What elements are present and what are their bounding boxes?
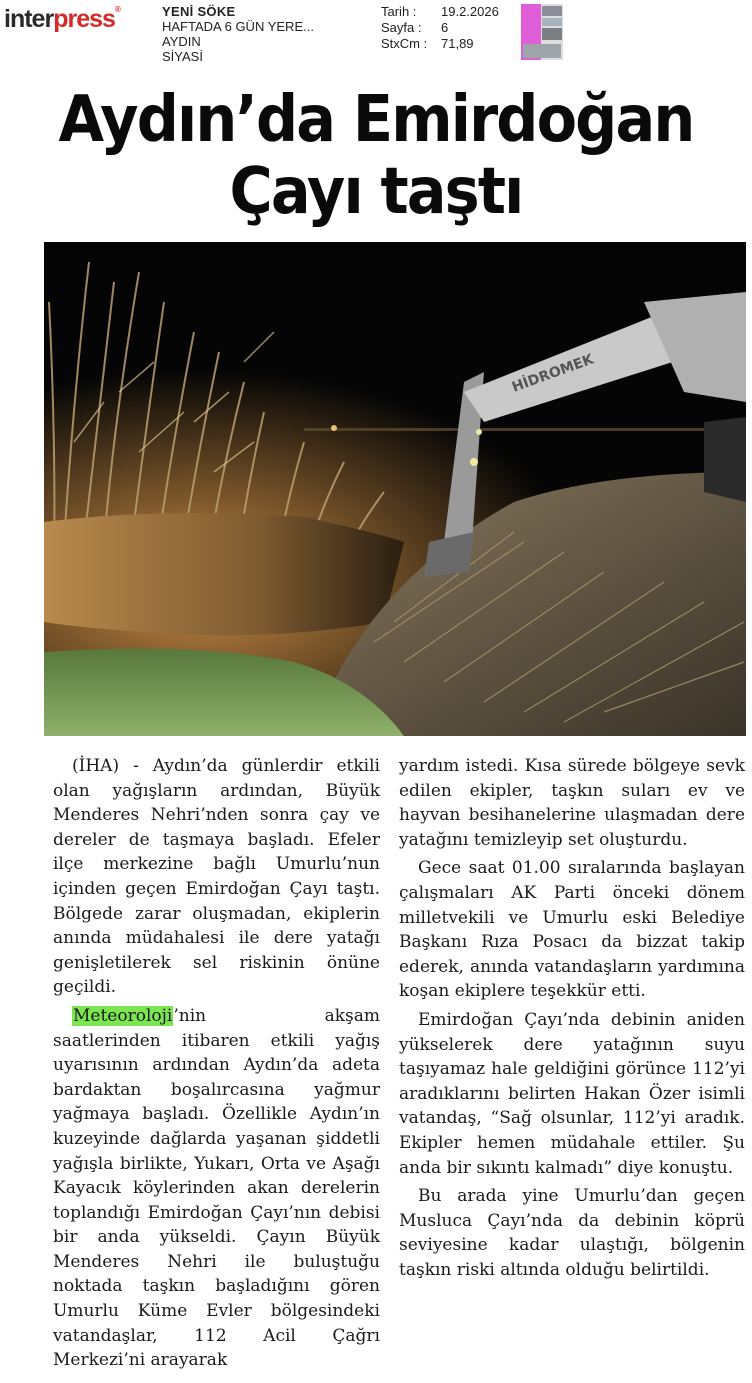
article-column-right	[399, 754, 745, 1282]
article-paragraph: (İHA) - Aydın’da günlerdir etkili olan yağışların ardından, Büyük Menderes Nehri’nden sonra çay ve dereler de taşmaya başladı. Efeler ilçe merkezine bağlı Umurlu’nun içinden geçen Emirdoğan Çayı taştı. Bölgede zarar oluşmadan, ekiplerin anında müdahalesi ile dere yatağı genişletilerek sel riskinin önüne geçildi.	[53, 756, 380, 998]
excavator-brand: HİDROMEK	[509, 351, 596, 396]
page-thumbnail[interactable]	[521, 4, 563, 60]
article-photo	[44, 242, 746, 736]
publication-name: YENİ SÖKE	[162, 4, 236, 19]
meta-date-label: Tarih :	[381, 4, 417, 19]
meta-size-label: StxCm :	[381, 36, 428, 51]
article-paragraph: yardım istedi. Kısa sürede bölgeye sevk edilen ekipler, taşkın suları ev ve hayvan besihanelerine ulaşmadan dere yatağını temizleyip set oluşturdu.	[399, 756, 745, 850]
article-paragraph	[53, 1004, 380, 1373]
headline-line-2: Çayı taştı	[229, 155, 523, 229]
article-paragraph: Bu arada yine Umurlu’dan geçen Musluca Çayı’nda da debinin köprü seviyesine kadar ulaştığı, bölgenin taşkın riski altında olduğu belirtildi.	[399, 1186, 745, 1280]
publication-city: AYDIN	[162, 34, 201, 49]
meta-date-value: 19.2.2026	[441, 4, 499, 19]
meta-page-row	[381, 20, 499, 36]
headline-line-1: Aydın’da Emirdoğan	[58, 83, 694, 157]
highlighted-keyword: Meteoroloji	[73, 1005, 173, 1026]
clipping-header	[0, 0, 752, 70]
paragraph-text: ’nin akşam saatlerinden itibaren etkili yağış uyarısının ardından Aydın’da adeta bardaktan boşalırcasına yağmur yağmaya başladı. Özellikle Aydın’ın kuzeyinde dağlarda yaşanan şiddetli yağışla birlikte, Yukarı, Orta ve Aşağı Kayacık köylerinden akan derelerin toplandığı Emirdoğan Çayı’nın debisi bir anda yükseldi. Çayın Büyük Menderes Nehri ile buluştuğu noktada taşkın başladığını gören Umurlu Küme Evler bölgesindeki vatandaşlar, 112 Acil Çağrı Merkezi’ni arayarak	[53, 1005, 380, 1371]
article-paragraph: Emirdoğan Çayı’nda debinin aniden yükselerek dere yatağının suyu taşıyamaz hale geldiğini görünce 112’yi aradıklarını belirten Hakan Özer isimli vatandaş, “Sağ olsunlar, 112’yi aradık. Ekipler hemen müdahale ettiler. Şu anda bir sıkıntı kalmadı” diye konuştu.	[399, 1009, 745, 1178]
article-headline	[30, 84, 722, 228]
meta-date-row	[381, 4, 499, 20]
meta-size-value: 71,89	[441, 36, 474, 51]
meta-size-row	[381, 36, 499, 52]
article-column-left	[53, 754, 380, 1373]
clipping-meta	[381, 4, 499, 52]
meta-page-value: 6	[441, 20, 449, 35]
meta-page-label: Sayfa :	[381, 20, 422, 35]
article-paragraph: Gece saat 01.00 sıralarında başlayan çalışmaları AK Parti önceki dönem milletvekili ve Umurlu eski Belediye Başkanı Rıza Posacı da bizzat takip ederek, anında vatandaşların yardımına koşan ekiplere teşekkür etti.	[399, 858, 745, 1002]
publication-info	[162, 4, 314, 64]
publication-frequency: HAFTADA 6 GÜN YERE...	[162, 19, 314, 34]
publication-category: SİYASİ	[162, 49, 203, 64]
interpress-logo: interpress®	[4, 5, 120, 33]
